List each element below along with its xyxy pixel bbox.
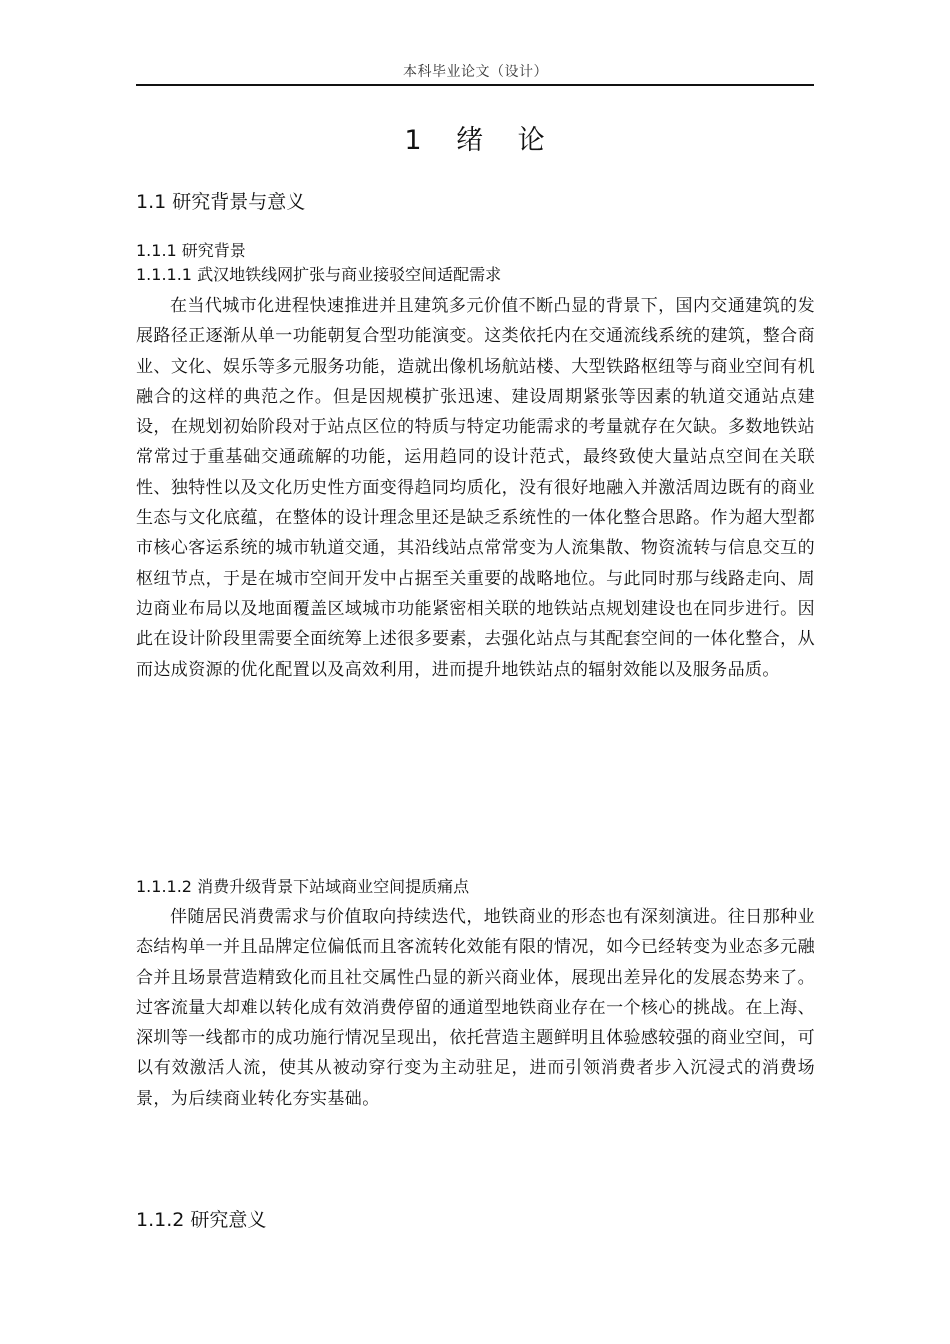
paragraph-2: 伴随居民消费需求与价值取向持续迭代，地铁商业的形态也有深刻演进。往日那种业态结构单一并且品牌定位偏低而且客流转化效能有限的情况，如今已经转变为业态多元融合并且场景营造精致化而且社交属性凸显的新兴商业体，展现出差异化的发展态势来了。 过客流量大却难以转化成有效消费停留的通道型地铁商业存在一个核心的挑战。在上海、深圳等一线都市的成功施行情况呈现出，依托营造主题鲜明且体验感较强的商业空间，可以有效激活人流，使其从被动穿行变为主动驻足，进而引领消费者步入沉浸式的消费场景，为后续商业转化夯实基础。	[136, 907, 815, 1109]
running-header: 本科毕业论文（设计）	[403, 64, 548, 80]
section-heading-1-1: 1.1 研究背景与意义	[136, 191, 306, 213]
subsection-heading-1-1-1: 1.1.1 研究背景	[136, 241, 246, 260]
subsubsection-heading-1-1-1-2: 1.1.1.2 消费升级背景下站域商业空间提质痛点	[136, 877, 470, 896]
header-rule	[136, 84, 814, 86]
chapter-title: 1 绪 论	[404, 125, 547, 156]
subsubsection-heading-1-1-1-1: 1.1.1.1 武汉地铁线网扩张与商业接驳空间适配需求	[136, 265, 502, 284]
subsection-heading-1-1-2: 1.1.2 研究意义	[136, 1209, 267, 1231]
paragraph-1: 在当代城市化进程快速推进并且建筑多元价值不断凸显的背景下，国内交通建筑的发展路径正逐渐从单一功能朝复合型功能演变。这类依托内在交通流线系统的建筑，整合商业、文化、娱乐等多元服务功能，造就出像机场航站楼、大型铁路枢纽等与商业空间有机融合的这样的典范之作。但是因规模扩张迅速、建设周期紧张等因素的轨道交通站点建设，在规划初始阶段对于站点区位的特质与特定功能需求的考量就存在欠缺。多数地铁站常常过于重基础交通疏解的功能，运用趋同的设计范式，最终致使大量站点空间在关联性、独特性以及文化历史性方面变得趋同均质化，没有很好地融入并激活周边既有的商业生态与文化底蕴，在整体的设计理念里还是缺乏系统性的一体化整合思路。作为超大型都市核心客运系统的城市轨道交通，其沿线站点常常变为人流集散、物资流转与信息交互的枢纽节点，于是在城市空间开发中占据至关重要的战略地位。与此同时那与线路走向、周边商业布局以及地面覆盖区域城市功能紧密相关联的地铁站点规划建设也在同步进行。因此在设计阶段里需要全面统筹上述很多要素，去强化站点与其配套空间的一体化整合，从而达成资源的优化配置以及高效利用，进而提升地铁站点的辐射效能以及服务品质。	[136, 296, 815, 680]
